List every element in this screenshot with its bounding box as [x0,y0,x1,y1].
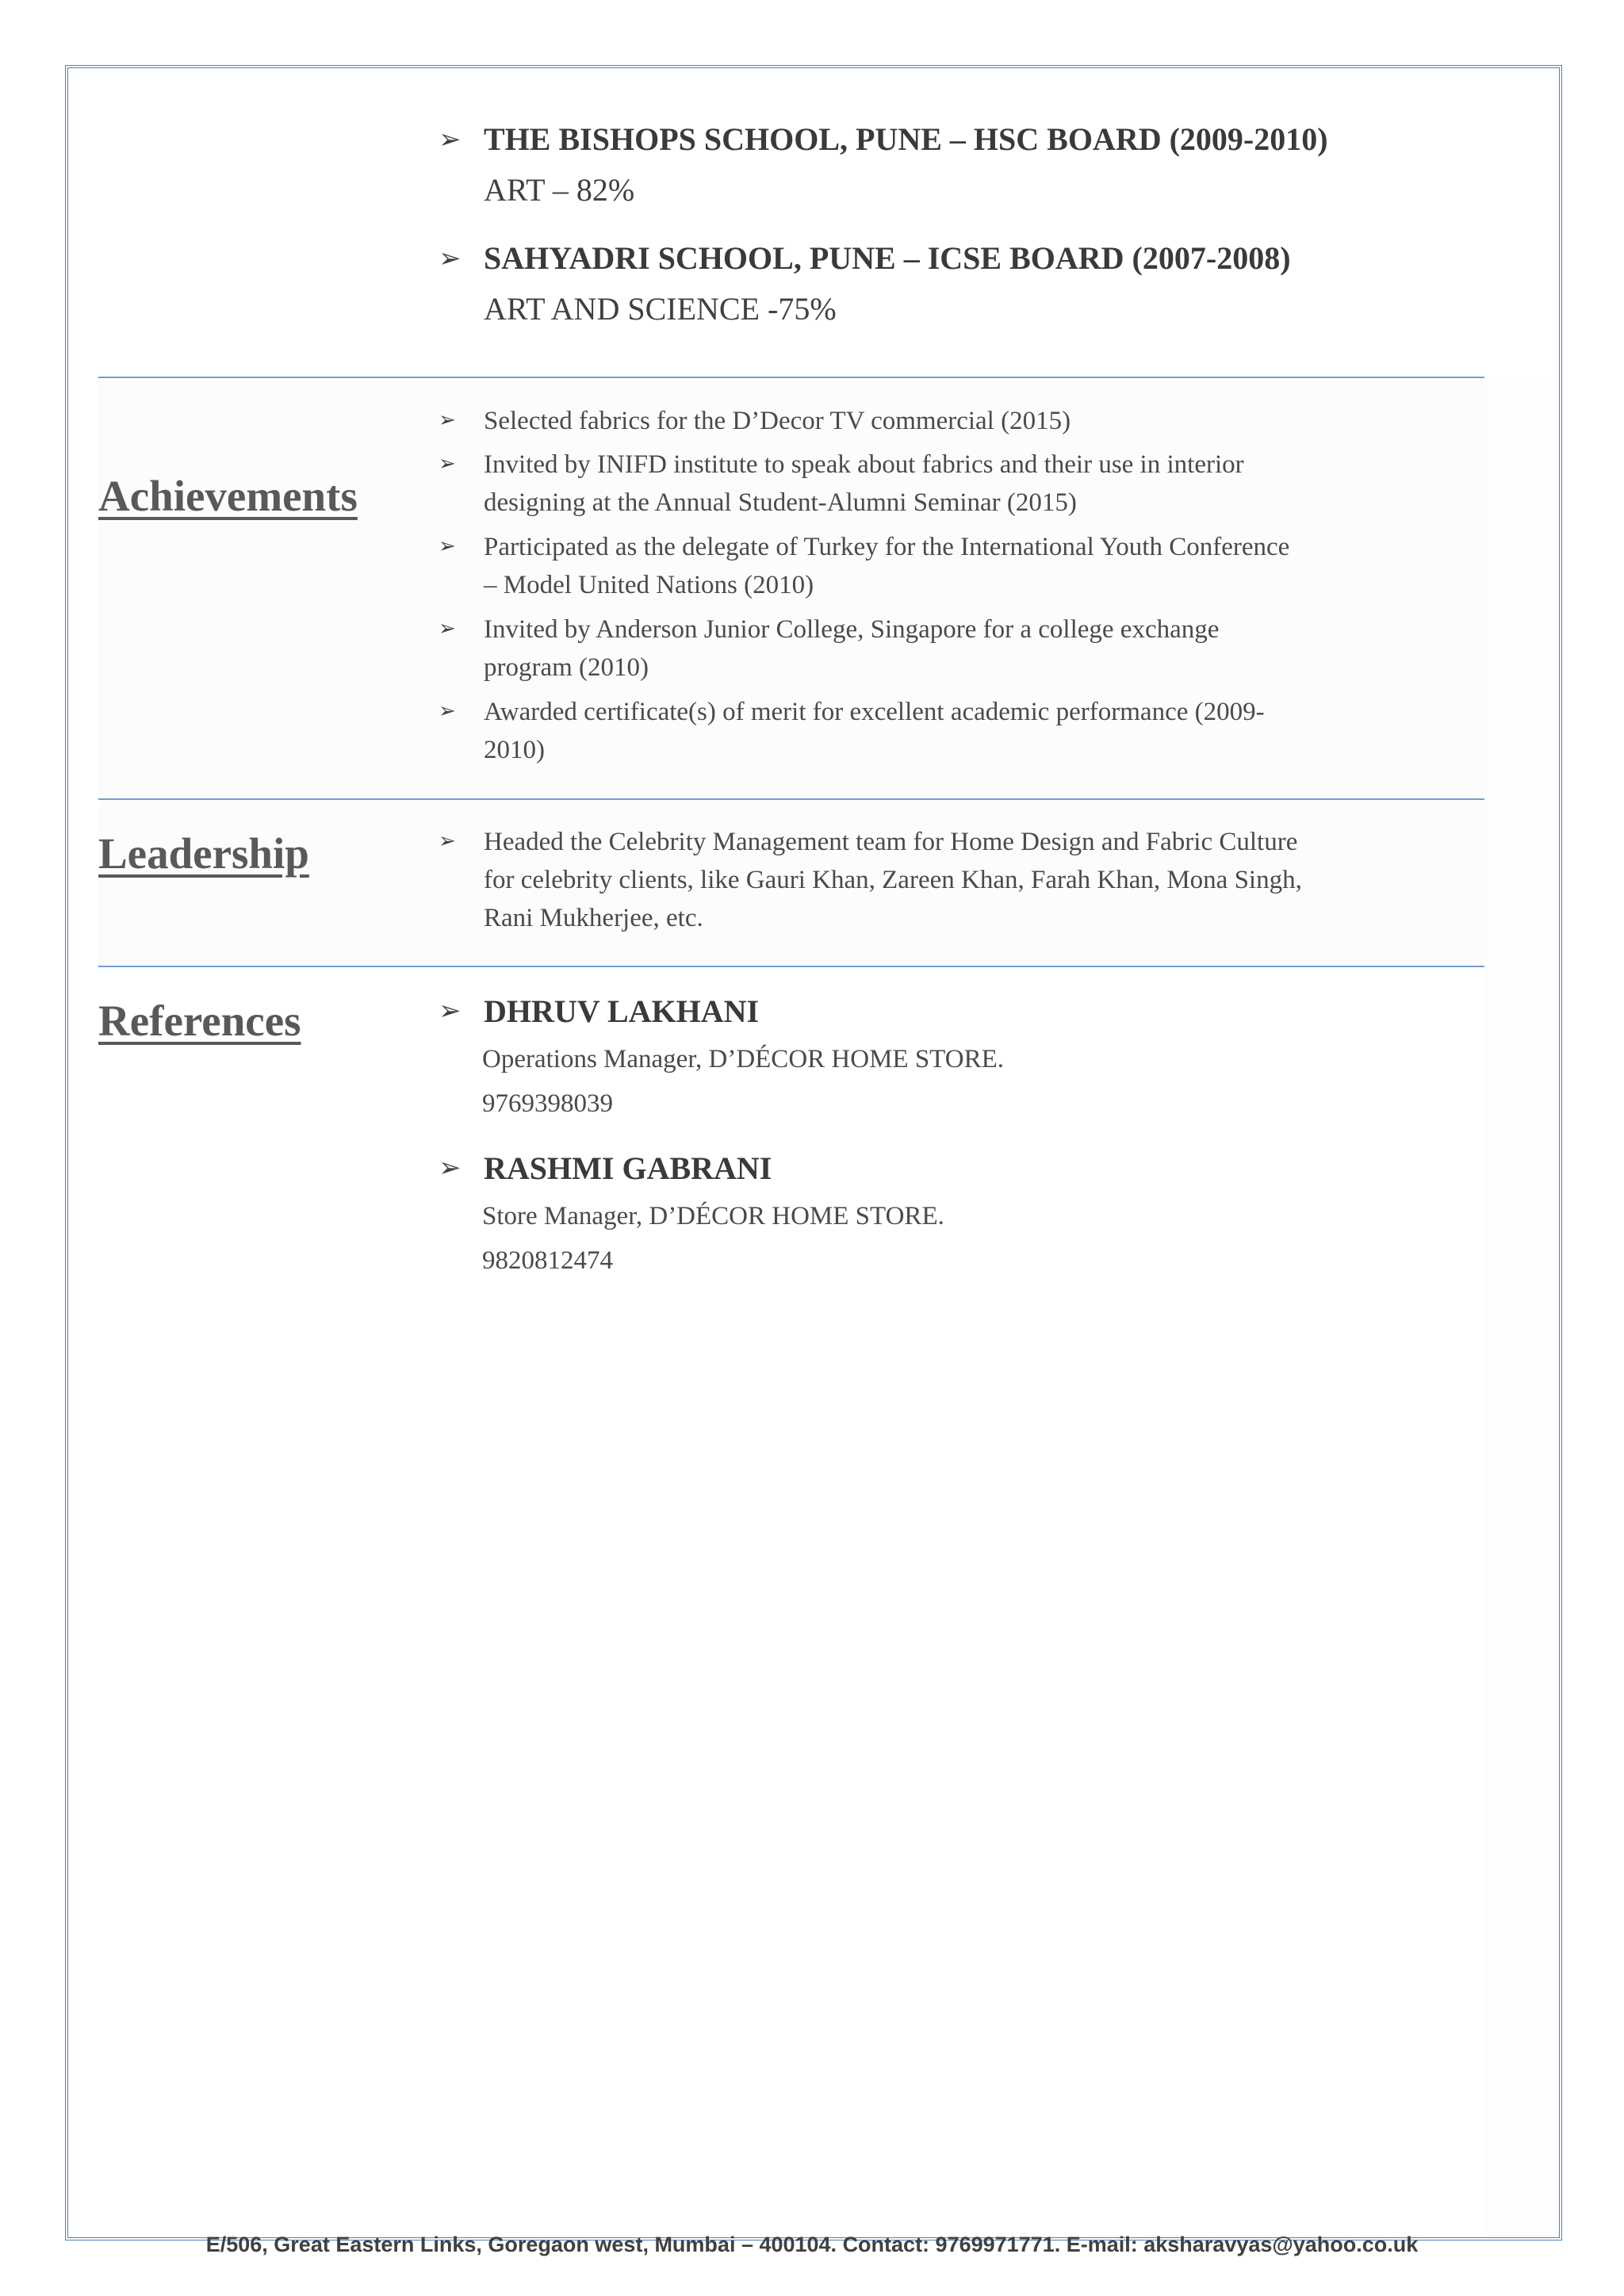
references-heading: References [98,997,301,1045]
arrow-bullet-icon: ➢ [439,534,456,558]
education-school: THE BISHOPS SCHOOL, PUNE – HSC BOARD (2009-2010) [484,121,1328,157]
section-divider [98,377,1484,378]
education-result: ART AND SCIENCE -75% [484,291,837,327]
leadership-item: Headed the Celebrity Management team for Home Design and Fabric Culture for celebrity clients, like Gauri Khan, Zareen Khan, Farah Khan, Mona Singh, Rani Mukherjee, etc. [484,828,1302,932]
section-divider [98,966,1484,967]
arrow-bullet-icon: ➢ [439,1152,462,1184]
arrow-bullet-icon: ➢ [439,408,456,432]
arrow-bullet-icon: ➢ [439,829,456,853]
achievement-item: Selected fabrics for the D’Decor TV commercial (2015) [484,407,1071,435]
achievements-heading: Achievements [98,472,358,520]
achievement-item: Invited by INIFD institute to speak about fabrics and their use in interior designing at the Annual Student-Alumni Seminar (2015) [484,450,1244,517]
leadership-heading: Leadership [98,829,309,878]
arrow-bullet-icon: ➢ [439,617,456,641]
arrow-bullet-icon: ➢ [439,124,462,155]
arrow-bullet-icon: ➢ [439,995,462,1027]
reference-title: Operations Manager, D’DÉCOR HOME STORE. [482,1045,1004,1073]
arrow-bullet-icon: ➢ [439,452,456,476]
arrow-bullet-icon: ➢ [439,243,462,274]
reference-phone: 9769398039 [482,1089,613,1118]
achievement-item: Participated as the delegate of Turkey for the International Youth Conference – Model United Nations (2010) [484,533,1290,599]
side-shade [1484,377,1559,2237]
footer-contact: E/506, Great Eastern Links, Goregaon west, Mumbai – 400104. Contact: 9769971771. E-mail: aksharavyas@yahoo.co.uk [205,2233,1419,2256]
arrow-bullet-icon: ➢ [439,699,456,723]
education-school: SAHYADRI SCHOOL, PUNE – ICSE BOARD (2007-2008) [484,240,1291,276]
reference-title: Store Manager, D’DÉCOR HOME STORE. [482,1202,944,1230]
reference-phone: 9820812474 [482,1246,613,1275]
education-result: ART – 82% [484,172,635,208]
reference-name: RASHMI GABRANI [484,1150,772,1186]
reference-name: DHRUV LAKHANI [484,993,760,1029]
section-divider [98,798,1484,800]
achievement-item: Awarded certificate(s) of merit for excellent academic performance (2009-2010) [484,698,1265,764]
achievement-item: Invited by Anderson Junior College, Singapore for a college exchange program (2010) [484,615,1220,682]
